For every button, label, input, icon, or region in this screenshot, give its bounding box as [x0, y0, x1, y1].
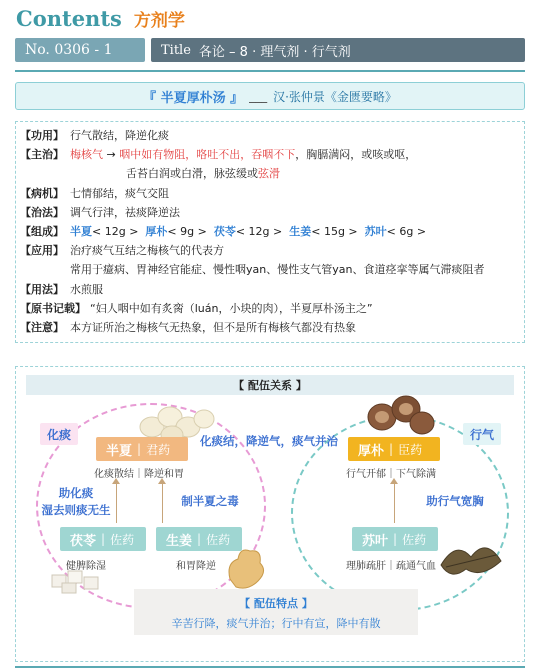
row-zhuzhi-2 [20, 164, 520, 183]
houpo-effect: 行气开郁｜下气除满 [346, 469, 436, 480]
label-bingji: 【病机】 [20, 186, 64, 200]
label-yongfa: 【用法】 [20, 282, 64, 296]
houpo-role: 臣药 [398, 442, 423, 457]
label-yingyong: 【应用】 [20, 244, 64, 258]
herb-card-banxia: 半夏 | 君药 [96, 437, 188, 461]
title-cn: 方剂学 [133, 11, 185, 31]
dose-fuling: < 12g > [235, 225, 283, 239]
dose-shengjiang: < 15g > [311, 225, 358, 239]
row-zhifa [20, 203, 520, 222]
note-suye: 助行气宽胸 [426, 494, 484, 508]
row-zhuyi [20, 318, 520, 337]
title-badge [151, 38, 525, 62]
dose-suye: < 6g > [386, 225, 427, 239]
label-zucheng: 【组成】 [20, 225, 64, 239]
text-gongyong: 行气散结，降逆化痰 [70, 129, 169, 142]
zhuzhi-arrow: → [103, 148, 120, 162]
info-panel [15, 121, 525, 343]
text-yongfa: 水煎服 [70, 282, 103, 296]
title-en: Contents [16, 6, 122, 31]
tag-xingqi: 行气 [463, 423, 501, 445]
diagram-header: 【 配伍关系 】 [26, 375, 514, 395]
banxia-effect: 化痰散结｜降逆和胃 [94, 469, 184, 480]
row-yuanshu [20, 299, 520, 318]
text-bingji: 七情郁结，痰气交阻 [70, 186, 169, 200]
number-badge: No. 0306 - 1 [15, 38, 145, 62]
header-title [16, 6, 185, 36]
banxia-role: 君药 [146, 442, 171, 457]
label-zhuyi: 【注意】 [20, 321, 64, 335]
herb-card-suye: 苏叶 | 佐药 [352, 527, 438, 551]
label-yuanshu: 【原书记载】 [20, 301, 86, 315]
text-zhuzhi-rest: ，胸膈满闷，或咳或呕， [295, 148, 417, 162]
text-zhifa: 调气行津，祛痰降逆法 [70, 205, 180, 219]
text-zhuzhi-line2: 舌苔白润或白滑，脉弦缓或 [126, 167, 258, 181]
herb-card-houpo: 厚朴 | 臣药 [348, 437, 440, 461]
row-yingyong [20, 241, 520, 260]
fuling-effect: 健脾除湿 [66, 561, 106, 572]
text-zhuyi: 本方证所治之梅核气无热象，但不是所有梅核气都没有热象 [70, 321, 356, 335]
label-gongyong: 【功用】 [20, 129, 64, 142]
title-label: Title [161, 42, 191, 58]
label-zhifa: 【治法】 [20, 205, 64, 219]
title-text: 各论 – 8 · 理气剂 · 行气剂 [198, 44, 351, 60]
herb-banxia: 半夏 [70, 225, 92, 239]
row-zhuzhi [20, 145, 520, 164]
herb-card-shengjiang: 生姜 | 佐药 [156, 527, 242, 551]
herb-card-fuling: 茯苓 | 佐药 [60, 527, 146, 551]
row-bingji [20, 184, 520, 203]
text-zhuzhi-red2: 咽中如有物阻，咯吐不出，吞咽不下 [119, 148, 296, 162]
banxia-name: 半夏 [106, 443, 133, 459]
compatibility-diagram [15, 366, 525, 662]
note-shengjiang: 制半夏之毒 [181, 494, 239, 508]
text-zhuzhi-red: 梅核气 [70, 148, 103, 162]
text-yingyong-line2: 常用于癔病、胃神经官能症、慢性咽yan、慢性支气管yan、食道痉挛等属气滞痰阻者 [70, 263, 485, 277]
suye-role: 佐药 [402, 532, 427, 547]
shengjiang-name: 生姜 [166, 533, 193, 549]
row-gongyong [20, 126, 520, 145]
dose-houpo: < 9g > [167, 225, 207, 239]
houpo-image [366, 393, 436, 437]
row-yongfa [20, 280, 520, 299]
text-zhuzhi-line2-red: 弦滑 [258, 167, 280, 181]
dose-banxia: < 12g > [92, 225, 139, 239]
feature-box [134, 589, 418, 635]
feature-text: 辛苦行降，痰气并治；行中有宣，降中有散 [171, 617, 381, 630]
header-divider [15, 70, 525, 72]
formula-source: 汉·张仲景《金匮要略》 [273, 89, 397, 104]
note-center: 化痰结，降逆气，痰气并治 [200, 434, 338, 448]
row-zucheng [20, 222, 520, 241]
herb-shengjiang: 生姜 [289, 225, 312, 239]
herb-suye: 苏叶 [364, 225, 387, 239]
formula-dash: ___ [249, 89, 268, 103]
formula-name: 『 半夏厚朴汤 』 [143, 90, 244, 106]
note-fuling: 助化痰 湿去则痰无生 [41, 486, 111, 517]
tag-huatan: 化痰 [40, 423, 78, 445]
text-yingyong-red: 治疗痰气互结之梅核气的代表方 [70, 244, 224, 258]
suye-effect: 理肺疏肝｜疏通气血 [346, 561, 436, 572]
suye-name: 苏叶 [362, 533, 389, 549]
shengjiang-effect: 和胃降逆 [176, 561, 216, 572]
houpo-name: 厚朴 [358, 443, 385, 459]
fuling-role: 佐药 [110, 532, 135, 547]
fuling-name: 茯苓 [70, 533, 97, 549]
formula-bar [15, 82, 525, 110]
row-yingyong-2 [20, 260, 520, 279]
suye-image [436, 535, 506, 583]
shengjiang-role: 佐药 [206, 532, 231, 547]
herb-houpo: 厚朴 [145, 225, 168, 239]
text-yuanshu: “妇人咽中如有炙脔（luán，小块的肉），半夏厚朴汤主之” [90, 301, 373, 315]
feature-title: 【 配伍特点 】 [239, 597, 313, 610]
footer-divider [15, 666, 525, 668]
label-zhuzhi: 【主治】 [20, 148, 64, 162]
herb-fuling: 茯苓 [213, 225, 236, 239]
